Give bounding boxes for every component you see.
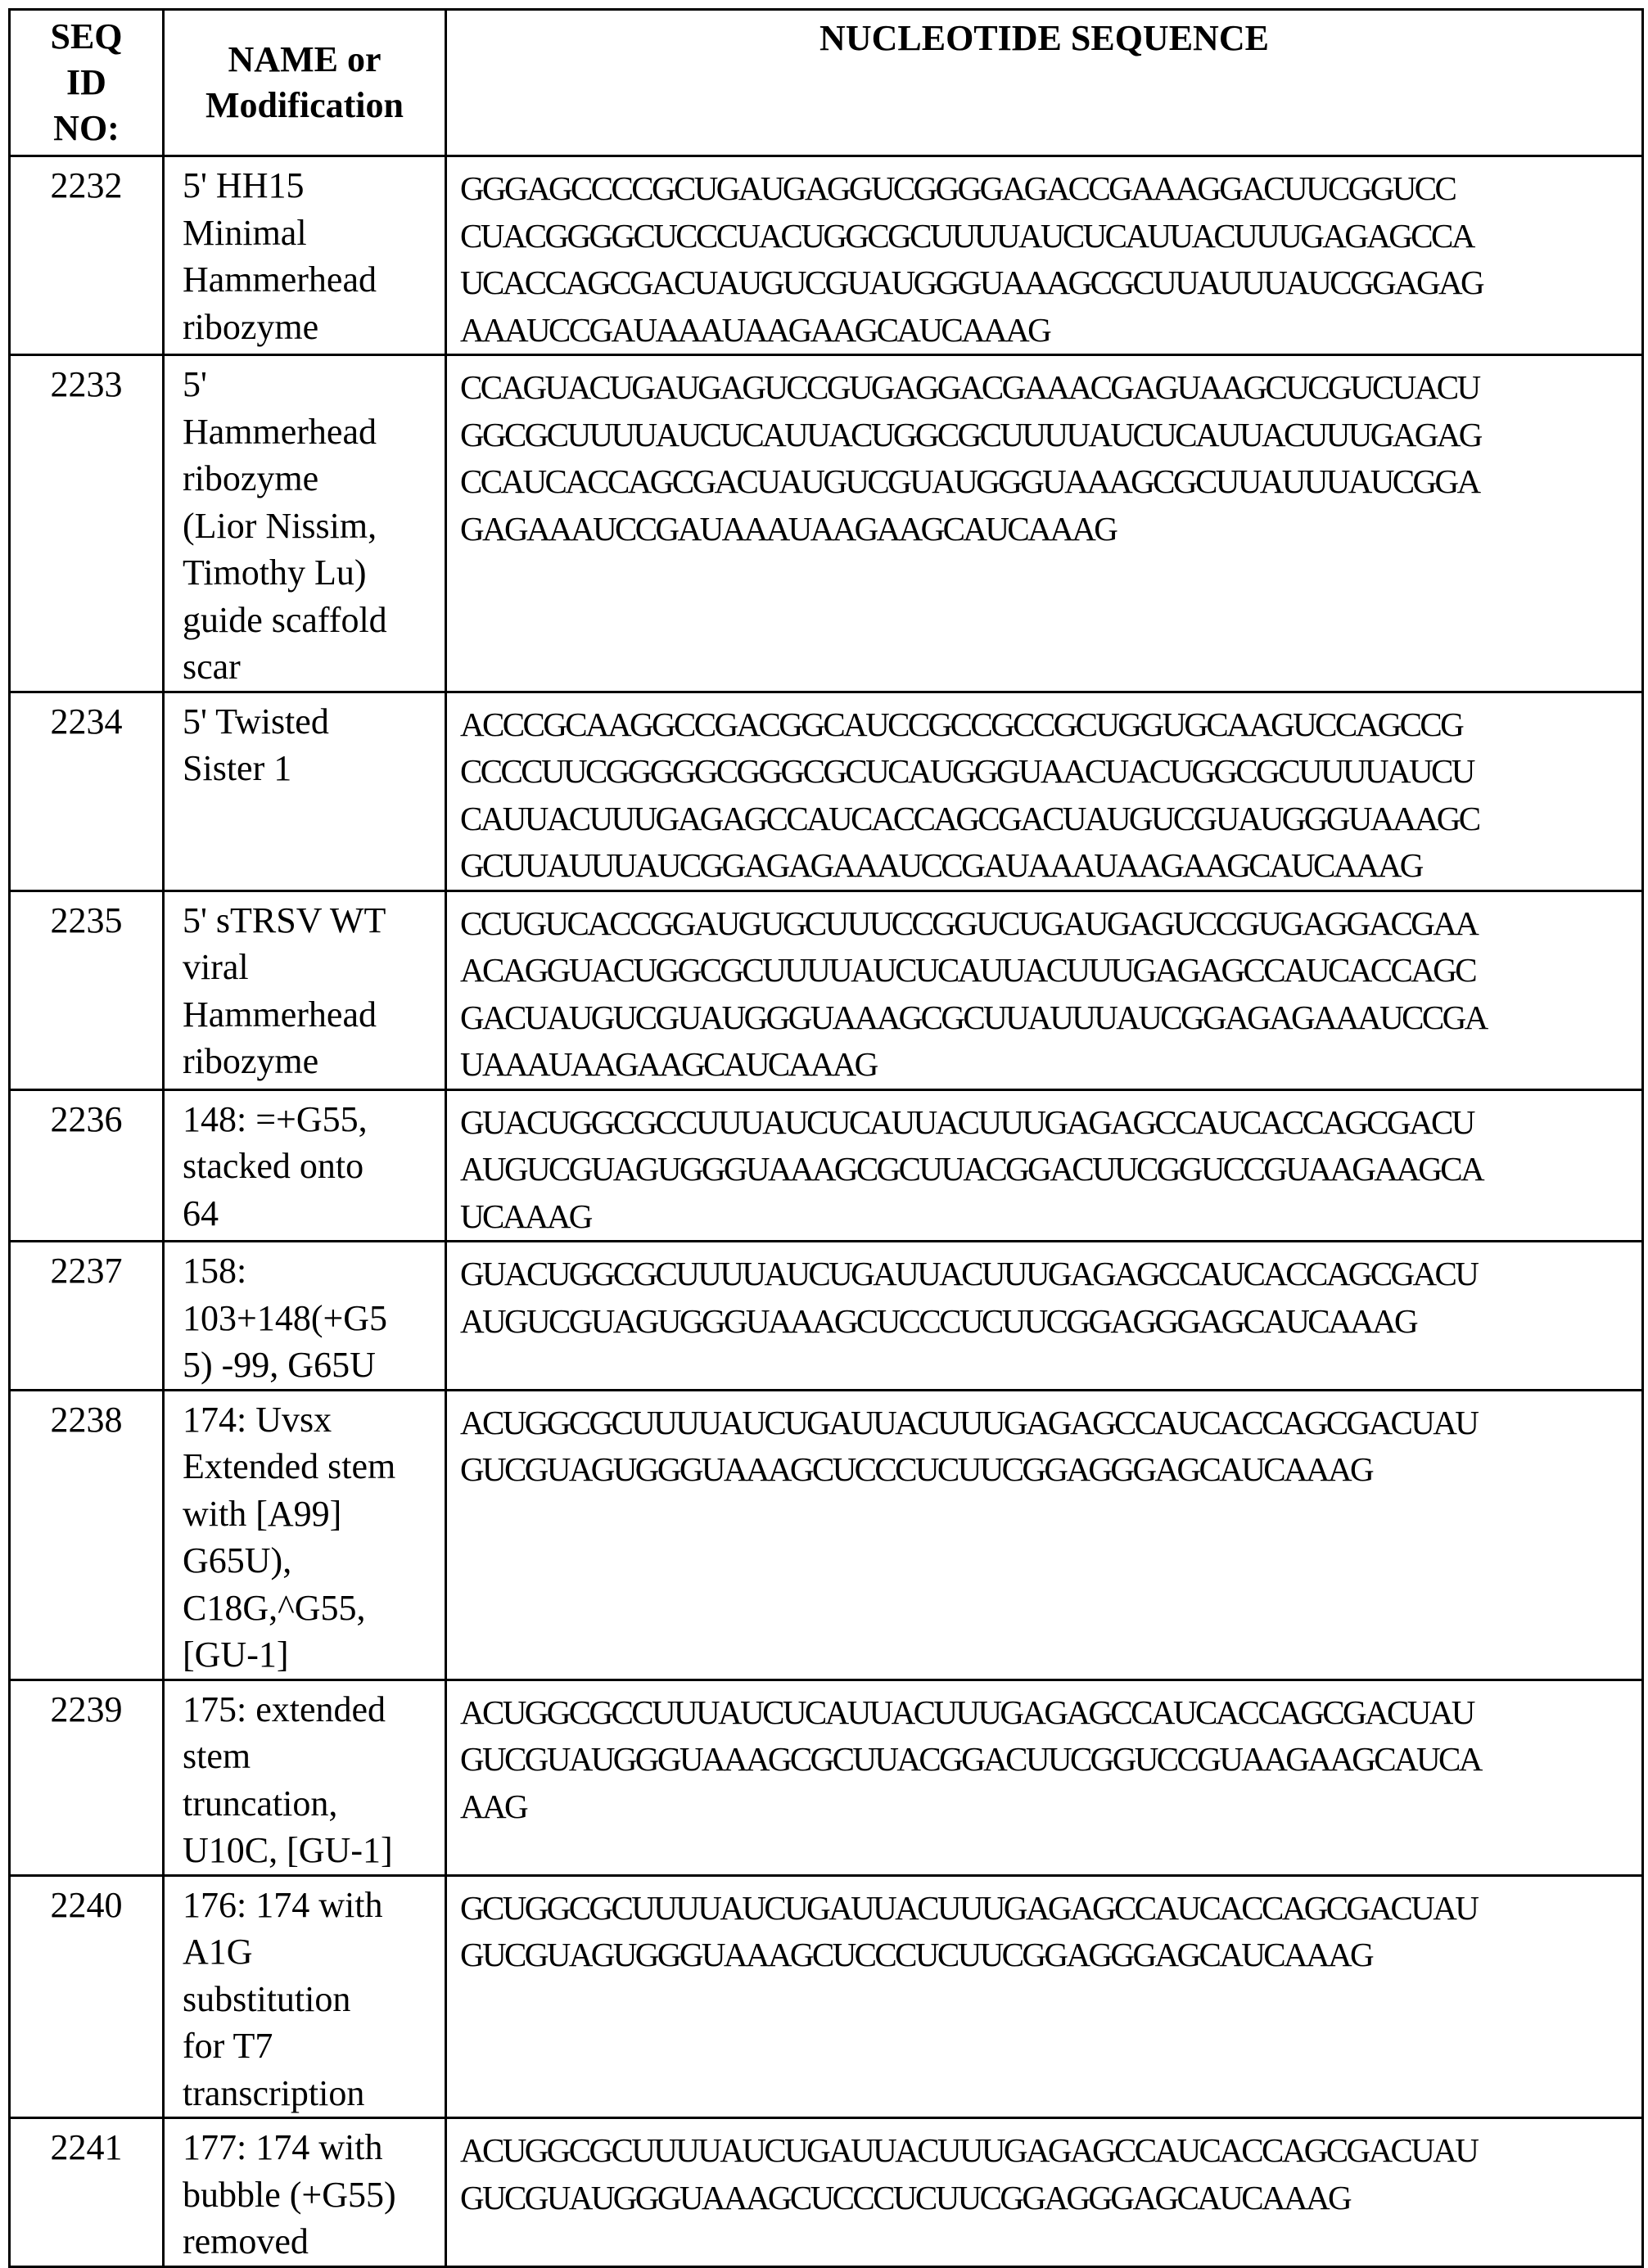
name-line: Minimal: [183, 212, 307, 253]
table-row: [10, 1680, 1643, 1875]
name-line: with [A99]: [183, 1493, 342, 1534]
sequence-line: CCAGUACUGAUGAGUCCGUGAGGACGAAACGAGUAAGCUCGUCUACU: [460, 368, 1479, 406]
sequence-line: GAGAAAUCCGAUAAAUAAGAAGCAUCAAAG: [460, 509, 1117, 548]
table-row: [10, 891, 1643, 1089]
table-row: [10, 355, 1643, 692]
seq-id-cell: [10, 1089, 164, 1242]
seq-id: 2237: [50, 1251, 123, 1291]
table-row: [10, 156, 1643, 355]
seq-id: 2233: [50, 364, 123, 404]
name-line: 174: Uvsx: [183, 1399, 332, 1440]
sequence-line: ACCCGCAAGGCCGACGGCAUCCGCCGCCGCUGGUGCAAGUCCAGCCG: [460, 705, 1463, 743]
name-line: U10C, [GU-1]: [183, 1830, 393, 1870]
name-cell: [164, 1089, 446, 1242]
sequence-line: GUCGUAUGGGUAAAGCUCCCUCUUCGGAGGGAGCAUCAAAG: [460, 2178, 1351, 2216]
sequence-line: AUGUCGUAGUGGGUAAAGCGCUUACGGACUUCGGUCCGUAAGAAGCA: [460, 1150, 1483, 1188]
name-line: 158:: [183, 1251, 247, 1291]
name-cell: [164, 692, 446, 891]
sequence-line: CCCCUUCGGGGGCGGGCGCUCAUGGGUAACUACUGGCGCUUUUAUCU: [460, 752, 1474, 790]
sequence-line: ACAGGUACUGGCGCUUUUAUCUCAUUACUUUGAGAGCCAUCACCAGC: [460, 951, 1476, 989]
sequence-line: GCUGGCGCUUUUAUCUGAUUACUUUGAGAGCCAUCACCAGCGACUAU: [460, 1888, 1478, 1927]
name-cell: [164, 1875, 446, 2118]
name-line: stem: [183, 1736, 251, 1776]
table-row: [10, 2118, 1643, 2267]
header-name-label: NAME or Modification: [205, 39, 404, 125]
sequence-line: CCAUCACCAGCGACUAUGUCGUAUGGGUAAAGCGCUUAUUUAUCGGA: [460, 462, 1479, 500]
seq-id: 2232: [50, 165, 123, 205]
sequence-cell: [446, 692, 1643, 891]
table-row: [10, 1875, 1643, 2118]
sequence-cell: [446, 1680, 1643, 1875]
seq-id-cell: [10, 891, 164, 1089]
sequence-line: AAG: [460, 1787, 527, 1825]
name-line: 148: =+G55,: [183, 1098, 368, 1139]
name-line: viral: [183, 947, 249, 987]
header-seq-id-label: SEQ ID NO:: [50, 16, 123, 148]
name-line: 5) -99, G65U: [183, 1345, 376, 1385]
sequence-line: GUACUGGCGCCUUUAUCUCAUUACUUUGAGAGCCAUCACCAGCGACU: [460, 1102, 1474, 1141]
sequence-line: CCUGUCACCGGAUGUGCUUUCCGGUCUGAUGAGUCCGUGAGGACGAA: [460, 904, 1478, 942]
name-line: Hammerhead: [183, 259, 377, 300]
header-sequence-label: NUCLEOTIDE SEQUENCE: [819, 18, 1269, 58]
name-line: 176: 174 with: [183, 1884, 383, 1925]
name-line: bubble (+G55): [183, 2174, 396, 2215]
sequence-cell: [446, 1089, 1643, 1242]
seq-id: 2239: [50, 1689, 123, 1729]
sequence-line: GCUUAUUUAUCGGAGAGAAAUCCGAUAAAUAAGAAGCAUCAAAG: [460, 846, 1422, 884]
seq-id: 2241: [50, 2127, 123, 2167]
header-seq-id: [10, 10, 164, 156]
name-line: scar: [183, 647, 241, 687]
seq-id: 2238: [50, 1399, 123, 1440]
sequence-line: GUCGUAUGGGUAAAGCGCUUACGGACUUCGGUCCGUAAGAAGCAUCA: [460, 1740, 1481, 1778]
seq-id: 2236: [50, 1098, 123, 1139]
name-line: 103+148(+G5: [183, 1297, 388, 1338]
sequence-cell: [446, 156, 1643, 355]
sequence-line: GUACUGGCGCUUUUAUCUGAUUACUUUGAGAGCCAUCACCAGCGACU: [460, 1255, 1478, 1292]
sequence-line: ACUGGCGCCUUUAUCUCAUUACUUUGAGAGCCAUCACCAGCGACUAU: [460, 1693, 1474, 1731]
table-row: [10, 692, 1643, 891]
sequence-cell: [446, 1242, 1643, 1391]
seq-id-cell: [10, 355, 164, 692]
name-line: Hammerhead: [183, 994, 377, 1035]
name-line: ribozyme: [183, 306, 319, 347]
sequence-cell: [446, 2118, 1643, 2267]
name-line: removed: [183, 2221, 309, 2261]
name-cell: [164, 1242, 446, 1391]
seq-id-cell: [10, 1875, 164, 2118]
name-line: truncation,: [183, 1783, 338, 1824]
sequence-line: GGGAGCCCCGCUGAUGAGGUCGGGGAGACCGAAAGGACUUCGGUCC: [460, 169, 1456, 207]
header-name: [164, 10, 446, 156]
name-cell: [164, 355, 446, 692]
name-line: 177: 174 with: [183, 2127, 383, 2167]
name-line: Extended stem: [183, 1446, 396, 1486]
name-line: 5' sTRSV WT: [183, 900, 386, 940]
sequence-line: UCAAAG: [460, 1197, 591, 1235]
name-cell: [164, 2118, 446, 2267]
seq-id: 2235: [50, 900, 123, 940]
seq-id: 2234: [50, 701, 123, 742]
seq-id-cell: [10, 1390, 164, 1680]
name-line: G65U),: [183, 1540, 292, 1580]
table-row: [10, 1242, 1643, 1391]
sequence-cell: [446, 1875, 1643, 2118]
sequence-line: AAAUCCGAUAAAUAAGAAGCAUCAAAG: [460, 310, 1050, 349]
sequence-line: CUACGGGGCUCCCUACUGGCGCUUUUAUCUCAUUACUUUGAGAGCCA: [460, 216, 1474, 255]
seq-id-cell: [10, 2118, 164, 2267]
sequence-line: CAUUACUUUGAGAGCCAUCACCAGCGACUAUGUCGUAUGGGUAAAGC: [460, 799, 1479, 837]
name-line: (Lior Nissim,: [183, 505, 377, 546]
name-cell: [164, 1680, 446, 1875]
name-cell: [164, 1390, 446, 1680]
name-cell: [164, 156, 446, 355]
name-line: 64: [183, 1193, 219, 1233]
sequence-table: [8, 8, 1644, 2268]
seq-id-cell: [10, 692, 164, 891]
name-line: transcription: [183, 2072, 365, 2113]
name-line: [GU-1]: [183, 1634, 289, 1675]
table-body: [10, 156, 1643, 2267]
sequence-line: GACUAUGUCGUAUGGGUAAAGCGCUUAUUUAUCGGAGAGAAAUCCGA: [460, 998, 1487, 1036]
seq-id: 2240: [50, 1884, 123, 1925]
name-line: substitution: [183, 1978, 351, 2019]
header-sequence: [446, 10, 1643, 156]
name-line: 5' Twisted: [183, 701, 329, 742]
sequence-line: ACUGGCGCUUUUAUCUGAUUACUUUGAGAGCCAUCACCAGCGACUAU: [460, 2131, 1478, 2169]
table-row: [10, 1390, 1643, 1680]
name-line: A1G: [183, 1932, 253, 1972]
sequence-line: AUGUCGUAGUGGGUAAAGCUCCCUCUUCGGAGGGAGCAUCAAAG: [460, 1301, 1417, 1340]
name-line: 175: extended: [183, 1689, 386, 1729]
header-row: [10, 10, 1643, 156]
name-line: for T7: [183, 2026, 273, 2066]
name-line: 5' HH15: [183, 165, 305, 205]
sequence-line: UAAAUAAGAAGCAUCAAAG: [460, 1045, 877, 1083]
name-line: Sister 1: [183, 748, 292, 788]
name-line: ribozyme: [183, 458, 319, 498]
sequence-cell: [446, 1390, 1643, 1680]
name-line: stacked onto: [183, 1146, 364, 1186]
name-line: Timothy Lu): [183, 552, 367, 593]
table-row: [10, 1089, 1643, 1242]
sequence-line: GUCGUAGUGGGUAAAGCUCCCUCUUCGGAGGGAGCAUCAAAG: [460, 1450, 1373, 1488]
sequence-line: UCACCAGCGACUAUGUCGUAUGGGUAAAGCGCUUAUUUAUCGGAGAG: [460, 264, 1483, 301]
sequence-line: GUCGUAGUGGGUAAAGCUCCCUCUUCGGAGGGAGCAUCAAAG: [460, 1936, 1373, 1973]
sequence-cell: [446, 891, 1643, 1089]
name-line: C18G,^G55,: [183, 1587, 366, 1628]
seq-id-cell: [10, 1680, 164, 1875]
sequence-cell: [446, 355, 1643, 692]
sequence-line: ACUGGCGCUUUUAUCUGAUUACUUUGAGAGCCAUCACCAGCGACUAU: [460, 1403, 1478, 1441]
seq-id-cell: [10, 156, 164, 355]
seq-id-cell: [10, 1242, 164, 1391]
name-line: 5': [183, 364, 207, 404]
sequence-line: GGCGCUUUUAUCUCAUUACUGGCGCUUUUAUCUCAUUACUUUGAGAG: [460, 415, 1481, 453]
name-line: guide scaffold: [183, 599, 387, 640]
name-line: Hammerhead: [183, 411, 377, 452]
name-line: ribozyme: [183, 1041, 319, 1081]
name-cell: [164, 891, 446, 1089]
